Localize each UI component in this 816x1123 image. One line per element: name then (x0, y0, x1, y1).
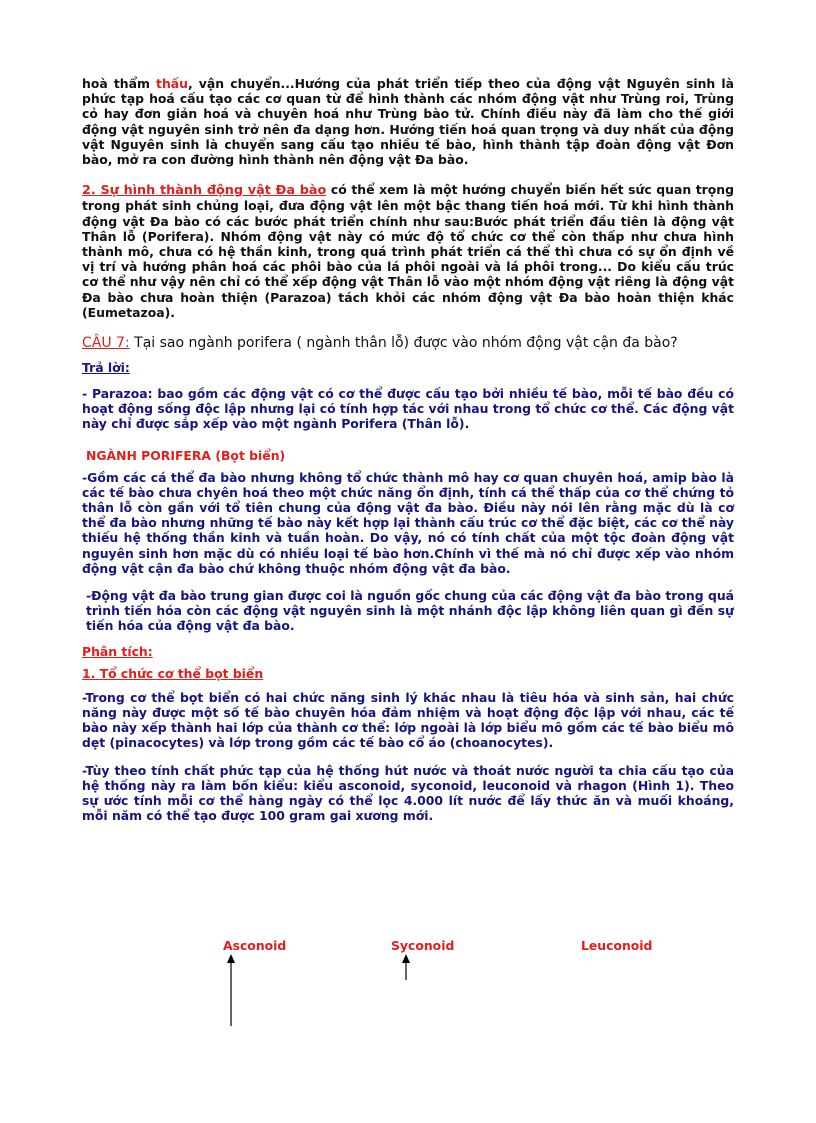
section-1-paragraph-1: -Trong cơ thể bọt biển có hai chức năng sinh lý khác nhau là tiêu hóa và sinh sản, hai chức năng này được một số tế bào chuyên hóa đảm nhiệm và hoạt động độc lập với nhau, các tế bào này xếp thành hai lớp của thành cơ thể: lớp ngoài là lớp biểu mô gồm các tế bào biểu mô dẹt (pinacocytes) và lớp trong gồm các tế bào cổ áo (choanocytes). (82, 689, 734, 751)
arrow-syconoid (402, 954, 410, 980)
paragraph-protozoa-evolution (82, 76, 734, 167)
section-1-heading: 1. Tổ chức cơ thể bọt biển (82, 665, 264, 681)
answer-label: Trả lời: (82, 360, 130, 376)
analysis-label: Phân tích: (82, 643, 153, 659)
para1-lead: hoà thẩm (82, 76, 157, 91)
para2-body: có thể xem là một hướng chuyển biến hết sức quan trọng trong phát sinh chủng loại, đưa động vật lên một bậc thang tiến hoá mới. Từ khi hình thành động vật Đa bào có các bước phát triển chính như sau:Bước phát triển đầu tiên là động vật Thân lỗ (Porifera). Nhóm động vật này có mức độ tổ chức cơ thể còn thấp như chưa hình thành mô, chưa có hệ thần kinh, trong quá trình phát triển cá thể thì chưa có sự ổn định về vị trí và hướng phân hoá các phôi bào của lá phôi ngoài và lá phôi trong... Do kiểu cấu trúc cơ thể như vậy nên chỉ có thể xếp động vật Thân lỗ vào một nhóm động vật riêng là động vật Đa bào chưa hoàn thiện (Parazoa) tách khỏi các nhóm động vật Đa bào hoàn thiện khác (Eumetazoa). (82, 182, 734, 320)
question-7 (82, 334, 734, 352)
porifera-heading: NGÀNH PORIFERA (Bọt biển) (86, 447, 286, 463)
question-text: Tại sao ngành porifera ( ngành thân lỗ) được vào nhóm động vật cận đa bào? (129, 335, 678, 352)
question-label: CÂU 7: (82, 335, 130, 352)
paragraph-metazoa-formation (82, 182, 734, 320)
arrow-asconoid (227, 954, 235, 1026)
figure-arrows (0, 950, 816, 1040)
document-page (82, 76, 734, 823)
figure-label-asconoid: Asconoid (223, 938, 287, 953)
section-2-heading: 2. Sự hình thành động vật Đa bào (82, 183, 327, 199)
para1-rest: , vận chuyển...Hướng của phát triển tiếp theo của động vật Nguyên sinh là phức tạp hoá cấu tạo các cơ quan từ để hình thành các nhóm động vật như Trùng roi, Trùng cỏ hay đơn giản hoá và chuyên hoá như Trùng bào tử. Chính điều này đã làm cho thế giới động vật nguyên sinh trở nên đa dạng hơn. Hướng tiến hoá quan trọng và duy nhất của động vật Nguyên sinh là chuyển sang cấu tạo nhiều tế bào, hình thành tập đoàn động vật Đơn bào, mở ra con đường hình thành nên động vật Đa bào. (82, 76, 734, 168)
answer-parazoa: - Parazoa: bao gồm các động vật có cơ thể được cấu tạo bởi nhiều tế bào, mỗi tế bào đều có hoạt động sống độc lập nhưng lại có tính hợp tác với nhau trong tổ chức cơ thể. Các động vật này chỉ được sắp xếp vào một ngành Porifera (Thân lỗ). (82, 386, 734, 432)
porifera-paragraph-1: -Gồm các cá thể đa bào nhưng không tổ chức thành mô hay cơ quan chuyên hoá, amip bào là các tế bào chưa chyên hoá theo một chức năng ổn định, tính cá thể thấp của cơ thể chứng tỏ thân lỗ còn gần với tổ tiên chung của động vật đa bào. Điều này nói lên rằng mặc dù là cơ thể đa bào nhưng những tế bào này kết hợp lại thành cấu trúc cơ thể đặc biệt, các cơ thể này thiếu hệ thống thần kinh và tuần hoàn. Do vậy, nó có tính chất của một tộc đoàn động vật nguyên sinh hơn mặc dù có nhiều loại tế bào hơn.Chính vì thế mà nó chỉ được xếp vào nhóm động vật cận đa bào chứ không thuộc nhóm động vật đa bào. (82, 469, 734, 576)
section-1-paragraph-2: -Tùy theo tính chất phức tạp của hệ thống hút nước và thoát nước người ta chia cấu tạo của hệ thống này ra làm bốn kiểu: kiểu asconoid, syconoid, leuconoid và rhagon (Hình 1). Theo sự ước tính mỗi cơ thể hàng ngày có thể lọc 4.000 lít nước để lấy thức ăn và muối khoáng, mỗi năm có thể tạo được 100 gram gai xương mới. (82, 762, 734, 824)
porifera-paragraph-2: -Động vật đa bào trung gian được coi là nguồn gốc chung của các động vật đa bào trong quá trình tiến hóa còn các động vật nguyên sinh là một nhánh độc lập không liên quan gì đến sự tiến hóa của động vật đa bào. (86, 588, 734, 634)
figure-label-leuconoid: Leuconoid (581, 938, 653, 953)
para1-highlight: thấu (156, 76, 188, 91)
figure-label-syconoid: Syconoid (391, 938, 455, 953)
